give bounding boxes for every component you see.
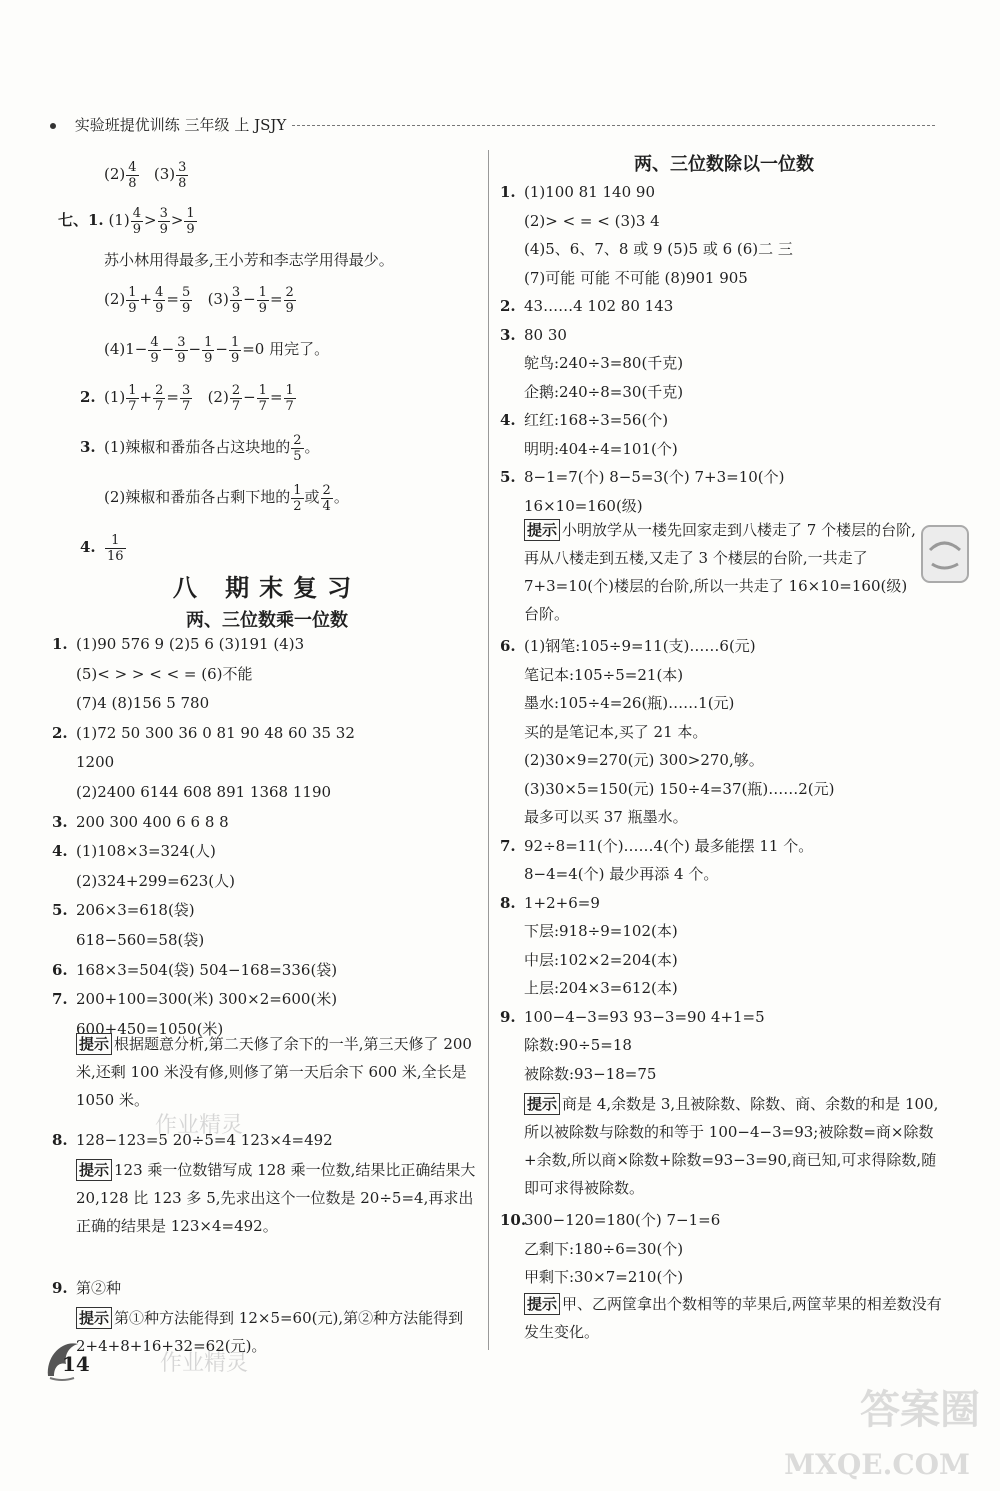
item-number: 9. xyxy=(500,1007,516,1026)
section-7-n3a xyxy=(80,428,320,466)
answer-line xyxy=(500,632,756,660)
item-number: 5. xyxy=(500,468,516,486)
answer-line xyxy=(52,748,114,776)
item-text: 笔记本:105÷5=21(本) xyxy=(524,665,684,684)
item-text: (1)100 81 140 90 xyxy=(524,183,655,201)
numerator: 2 xyxy=(293,432,302,448)
page-header xyxy=(50,112,935,138)
fraction xyxy=(257,383,269,414)
section-7-q4 xyxy=(104,330,329,368)
denominator: 9 xyxy=(128,300,137,316)
item-number: 7. xyxy=(500,836,516,855)
item-text: 被除数:93−18=75 xyxy=(524,1064,657,1083)
label: (3) xyxy=(207,290,229,308)
bullet-icon xyxy=(50,123,56,129)
label: (2) xyxy=(104,290,126,308)
answer-line xyxy=(52,956,337,984)
item-number: 1. xyxy=(52,635,68,653)
answer-line xyxy=(500,974,678,1002)
item-text: 1200 xyxy=(76,753,115,772)
answer-line xyxy=(500,207,660,235)
answer-line xyxy=(52,867,235,895)
item-number: 3. xyxy=(80,438,96,456)
item-text: (5)< > > < < = (6)不能 xyxy=(76,664,253,683)
operator: − xyxy=(243,388,256,406)
answer-line xyxy=(500,1003,765,1031)
item-text: (1)90 576 9 (2)5 6 (3)191 (4)3 xyxy=(76,635,305,653)
item-number: 6. xyxy=(52,960,68,979)
numerator: 2 xyxy=(231,382,241,398)
answer-line xyxy=(500,1206,720,1234)
item-number: 4. xyxy=(80,538,96,556)
denominator: 9 xyxy=(204,350,213,366)
tip-text: 第①种方法能得到 12×5=60(元),第②种方法能得到 2+4+8+16+32=62(元)。 xyxy=(76,1309,464,1355)
answer-line xyxy=(500,689,734,717)
fraction xyxy=(153,285,165,316)
numerator: 1 xyxy=(186,205,195,221)
answer-line xyxy=(500,775,834,803)
denominator: 9 xyxy=(230,350,240,366)
item-text: 618−560=58(袋) xyxy=(76,931,205,949)
operator: − xyxy=(161,340,175,358)
fraction xyxy=(321,483,333,514)
answer-line xyxy=(500,860,718,888)
answer-line xyxy=(500,946,678,974)
numerator: 3 xyxy=(181,382,191,398)
numerator: 4 xyxy=(132,205,141,221)
answer-line xyxy=(500,378,683,406)
label: (1) xyxy=(104,388,126,406)
item-text: 80 30 xyxy=(524,325,567,344)
item-number: 7. xyxy=(52,990,68,1009)
watermark: 答案圈 xyxy=(860,1386,980,1433)
denominator: 9 xyxy=(150,350,159,366)
numerator: 1 xyxy=(258,382,267,398)
answer-line xyxy=(52,896,195,924)
item-number: 9. xyxy=(52,1279,68,1297)
denominator: 9 xyxy=(177,350,186,366)
item-number: 1. xyxy=(500,183,516,201)
item-text: (1)108×3=324(人) xyxy=(76,842,216,861)
tip-label: 提示 xyxy=(76,1307,112,1329)
text: 。 xyxy=(304,438,320,456)
denominator: 8 xyxy=(178,175,187,191)
item-text: 8−1=7(个) 8−5=3(个) 7+3=10(个) xyxy=(524,468,785,486)
section-label: 七、1. xyxy=(58,211,104,229)
operator: + xyxy=(139,388,153,406)
denominator: 4 xyxy=(322,498,331,514)
text: 或 xyxy=(304,488,320,506)
item-text: (2)2400 6144 608 891 1368 1190 xyxy=(76,783,332,801)
numerator: 1 xyxy=(128,284,137,300)
fraction xyxy=(284,383,296,414)
fraction xyxy=(284,285,296,316)
item-text: (1)钢笔:105÷9=11(支)……6(元) xyxy=(524,637,756,655)
item-number: 6. xyxy=(500,637,516,655)
fraction xyxy=(230,383,242,414)
answer-line xyxy=(500,1060,656,1088)
answer-line xyxy=(500,889,600,917)
answer-line xyxy=(500,321,567,349)
answer-line xyxy=(500,235,793,263)
item-text: 企鹅:240÷8=30(千克) xyxy=(524,382,684,401)
text: (2)辣椒和番茄各占剩下地的 xyxy=(104,488,291,506)
tip-label: 提示 xyxy=(76,1033,112,1055)
fraction xyxy=(153,383,165,414)
answer-line xyxy=(52,837,216,865)
numerator: 3 xyxy=(177,334,186,350)
item-text: 1+2+6=9 xyxy=(524,893,600,912)
denominator: 9 xyxy=(186,221,195,237)
item-text: (2)30×9=270(元) 300>270,够。 xyxy=(524,751,764,769)
answer-line xyxy=(52,689,209,717)
fraction xyxy=(105,533,126,564)
column-divider xyxy=(488,150,489,1350)
denominator: 7 xyxy=(155,398,164,414)
denominator: 9 xyxy=(231,300,241,316)
answer-line xyxy=(500,661,683,689)
item-text: 乙剩下:180÷6=30(个) xyxy=(524,1239,684,1258)
fraction xyxy=(184,206,196,237)
item-text: (7)4 (8)156 5 780 xyxy=(76,694,210,713)
fraction xyxy=(148,335,160,366)
denominator: 7 xyxy=(181,398,191,414)
operator: > xyxy=(143,211,157,229)
answer-line xyxy=(500,349,683,377)
fraction xyxy=(176,160,188,191)
item-number: 4. xyxy=(500,411,516,429)
label: (1) xyxy=(108,211,130,229)
item-number: 2. xyxy=(500,297,516,315)
numerator: 2 xyxy=(285,284,294,300)
answer-line xyxy=(500,435,678,463)
item-text: (2)> < = < (3)3 4 xyxy=(524,211,660,230)
item-number: 3. xyxy=(52,812,68,831)
section-7-q2-q3 xyxy=(104,280,297,318)
operator: = xyxy=(269,388,283,406)
section-7-q1 xyxy=(58,202,198,238)
fraction xyxy=(257,285,269,316)
numerator: 4 xyxy=(150,334,159,350)
item-text: (4)5、6、7、8 或 9 (5)5 或 6 (6)二 三 xyxy=(524,240,793,258)
stamp-icon xyxy=(918,520,974,590)
denominator: 7 xyxy=(231,398,241,414)
label: (2) xyxy=(104,165,126,183)
item-text: 206×3=618(袋) xyxy=(76,901,195,920)
numerator: 1 xyxy=(204,334,213,350)
watermark: 作业精灵 xyxy=(160,1351,249,1376)
answer-line xyxy=(52,660,253,688)
numerator: 1 xyxy=(293,482,302,498)
answer-line xyxy=(500,463,785,491)
item-text: (2)324+299=623(人) xyxy=(76,871,235,890)
fraction xyxy=(175,335,187,366)
q1-text: 苏小林用得最多,王小芳和李志学用得最少。 xyxy=(104,251,394,269)
item-text: 除数:90÷5=18 xyxy=(524,1036,632,1054)
fraction xyxy=(131,206,143,237)
fraction xyxy=(291,483,303,514)
numerator: 5 xyxy=(181,284,191,300)
item-text: 最多可以买 37 瓶墨水。 xyxy=(524,808,688,826)
denominator: 9 xyxy=(285,300,294,316)
item-text: 168×3=504(袋) 504−168=336(袋) xyxy=(76,960,338,979)
item-text: 红红:168÷3=56(个) xyxy=(524,411,669,429)
section-7-n2 xyxy=(80,378,297,416)
item-text: 墨水:105÷4=26(瓶)……1(元) xyxy=(524,694,735,712)
item-text: 200 300 400 6 6 8 8 xyxy=(76,812,229,831)
answer-line xyxy=(500,406,668,434)
item-number: 3. xyxy=(500,325,516,344)
numerator: 4 xyxy=(155,284,164,300)
item-text: 明明:404÷4=101(个) xyxy=(524,439,678,458)
label: (2) xyxy=(207,388,229,406)
section-7-n4 xyxy=(80,528,127,566)
item-text: (3)30×5=150(元) 150÷4=37(瓶)……2(元) xyxy=(524,779,835,798)
denominator: 9 xyxy=(258,300,267,316)
text: (1)辣椒和番茄各占这块地的 xyxy=(104,438,291,456)
item-text: 鸵鸟:240÷3=80(千克) xyxy=(524,354,684,372)
item-text: 16×10=160(级) xyxy=(524,496,643,515)
label: (3) xyxy=(153,165,176,183)
fraction xyxy=(230,285,242,316)
answer-line xyxy=(500,178,655,206)
operator: > xyxy=(170,211,184,229)
line-fractions-2-3 xyxy=(104,156,189,192)
tip-10 xyxy=(524,1290,942,1350)
operator: = xyxy=(166,290,179,308)
tip-9r xyxy=(524,1090,942,1202)
watermark: 作业精灵 xyxy=(155,1113,244,1138)
fraction xyxy=(126,160,138,191)
operator: − xyxy=(188,340,202,358)
denominator: 9 xyxy=(132,221,141,237)
tip-label: 提示 xyxy=(524,1093,560,1115)
item-text: 第②种 xyxy=(76,1279,122,1297)
answer-line xyxy=(500,1263,683,1291)
item-number: 10. xyxy=(500,1211,527,1229)
operator: = xyxy=(269,290,283,308)
answer-line xyxy=(52,778,331,806)
tip-label: 提示 xyxy=(524,1293,560,1315)
fraction xyxy=(126,285,138,316)
tip-text: 商是 4,余数是 3,且被除数、除数、商、余数的和是 100,所以被除数与除数的和等于 100−4−3=93;被除数=商×除数+余数,所以商×除数+除数=93−3=90,商已知,可求得除数,随即可求得被除数。 xyxy=(524,1095,939,1197)
item-number: 8. xyxy=(52,1131,68,1149)
operator: − xyxy=(215,340,228,358)
label: (4)1− xyxy=(104,340,148,358)
fraction xyxy=(202,335,214,366)
tip-8 xyxy=(76,1156,486,1268)
fraction xyxy=(158,206,170,237)
chapter-title: 八 期末复习 xyxy=(172,573,362,602)
fraction xyxy=(126,383,138,414)
item-number: 8. xyxy=(500,893,516,912)
answer-line xyxy=(52,926,204,954)
item-text: (7)可能 可能 不可能 (8)901 905 xyxy=(524,268,748,287)
tip-text: 小明放学从一楼先回家走到八楼走了 7 个楼层的台阶,再从八楼走到五楼,又走了 3 个楼层的台阶,一共走了 7+3=10(个)楼层的台阶,所以一共走了 16×10=160(级)台阶。 xyxy=(524,521,916,623)
tip-9 xyxy=(76,1304,486,1364)
denominator: 7 xyxy=(285,398,294,414)
denominator: 9 xyxy=(159,221,168,237)
item-text: 8−4=4(个) 最少再添 4 个。 xyxy=(524,865,719,883)
answer-line xyxy=(500,718,707,746)
item-text: 92÷8=11(个)……4(个) 最多能摆 11 个。 xyxy=(524,836,814,855)
tip-text: 根据题意分析,第二天修了余下的一半,第三天修了 200 米,还剩 100 米没有修,则修了第一天后余下 600 米,全长是 1050 米。 xyxy=(76,1035,472,1109)
section-title: 两、三位数除以一位数 xyxy=(634,154,814,175)
denominator: 8 xyxy=(128,175,137,191)
answer-line xyxy=(500,1235,683,1263)
tip-label: 提示 xyxy=(76,1159,112,1181)
header-rule xyxy=(292,125,935,126)
answer-line xyxy=(500,917,678,945)
answer-line xyxy=(52,808,229,836)
answer-line xyxy=(52,630,304,658)
denominator: 16 xyxy=(107,548,124,564)
fraction xyxy=(229,335,241,366)
item-text: 中层:102×2=204(本) xyxy=(524,950,678,969)
header-text: 实验班提优训练 三年级 上 JSJY xyxy=(74,116,287,134)
watermark: MXQE.COM xyxy=(784,1448,970,1481)
tip-label: 提示 xyxy=(524,519,560,541)
answer-line xyxy=(52,719,355,747)
item-text: 上层:204×3=612(本) xyxy=(524,979,678,997)
denominator: 7 xyxy=(128,398,137,414)
fraction xyxy=(180,383,192,414)
item-text: 200+100=300(米) 300×2=600(米) xyxy=(76,990,338,1009)
tip-text: 123 乘一位数错写成 128 乘一位数,结果比正确结果大 20,128 比 123 多 5,先求出这个一位数是 20÷5=4,再求出正确的结果是 123×4=492。 xyxy=(76,1161,476,1235)
text: =0 用完了。 xyxy=(242,340,330,358)
numerator: 1 xyxy=(230,334,240,350)
denominator: 2 xyxy=(293,498,302,514)
item-number: 4. xyxy=(52,842,68,861)
numerator: 1 xyxy=(128,382,137,398)
fraction xyxy=(180,285,192,316)
item-text: 下层:918÷9=102(本) xyxy=(524,922,678,940)
item-text: 甲剩下:30×7=210(个) xyxy=(524,1268,684,1286)
answer-line xyxy=(500,746,764,774)
numerator: 3 xyxy=(231,284,241,300)
denominator: 9 xyxy=(181,300,191,316)
answer-line xyxy=(500,1031,632,1059)
operator: = xyxy=(166,388,179,406)
section-7-n3b xyxy=(104,478,349,516)
fraction xyxy=(291,433,303,464)
answer-line xyxy=(500,264,748,292)
numerator: 2 xyxy=(155,382,164,398)
numerator: 4 xyxy=(128,159,137,175)
item-number: 5. xyxy=(52,901,68,920)
item-9 xyxy=(52,1274,121,1302)
answer-line xyxy=(52,985,337,1013)
item-text: 128−123=5 20÷5=4 123×4=492 xyxy=(76,1131,333,1149)
numerator: 1 xyxy=(258,284,267,300)
numerator: 2 xyxy=(322,482,331,498)
item-number: 2. xyxy=(52,723,68,742)
item-text: 43……4 102 80 143 xyxy=(524,297,674,315)
item-text: (1)72 50 300 36 0 81 90 48 60 35 32 xyxy=(76,723,355,742)
item-number: 2. xyxy=(80,388,96,406)
item-text: 100−4−3=93 93−3=90 4+1=5 xyxy=(524,1007,765,1026)
tip-7 xyxy=(76,1030,486,1120)
answer-line xyxy=(500,803,688,831)
denominator: 9 xyxy=(155,300,164,316)
operator: − xyxy=(243,290,256,308)
item-text: 300−120=180(个) 7−1=6 xyxy=(524,1211,721,1229)
text: 。 xyxy=(333,488,349,506)
numerator: 1 xyxy=(105,533,126,549)
denominator: 7 xyxy=(258,398,267,414)
numerator: 3 xyxy=(159,205,168,221)
denominator: 5 xyxy=(293,448,302,464)
answer-line xyxy=(500,292,673,320)
item-text: 600+450=1050(米) xyxy=(76,1019,224,1038)
tip-text: 甲、乙两筐拿出个数相等的苹果后,两筐苹果的相差数没有发生变化。 xyxy=(524,1295,942,1341)
page-number: 14 xyxy=(62,1352,90,1376)
numerator: 1 xyxy=(285,382,294,398)
tip-5 xyxy=(524,516,919,632)
section-title: 两、三位数乘一位数 xyxy=(186,610,348,631)
item-text: 买的是笔记本,买了 21 本。 xyxy=(524,722,708,741)
answer-line xyxy=(500,832,813,860)
numerator: 3 xyxy=(178,159,187,175)
operator: + xyxy=(139,290,153,308)
